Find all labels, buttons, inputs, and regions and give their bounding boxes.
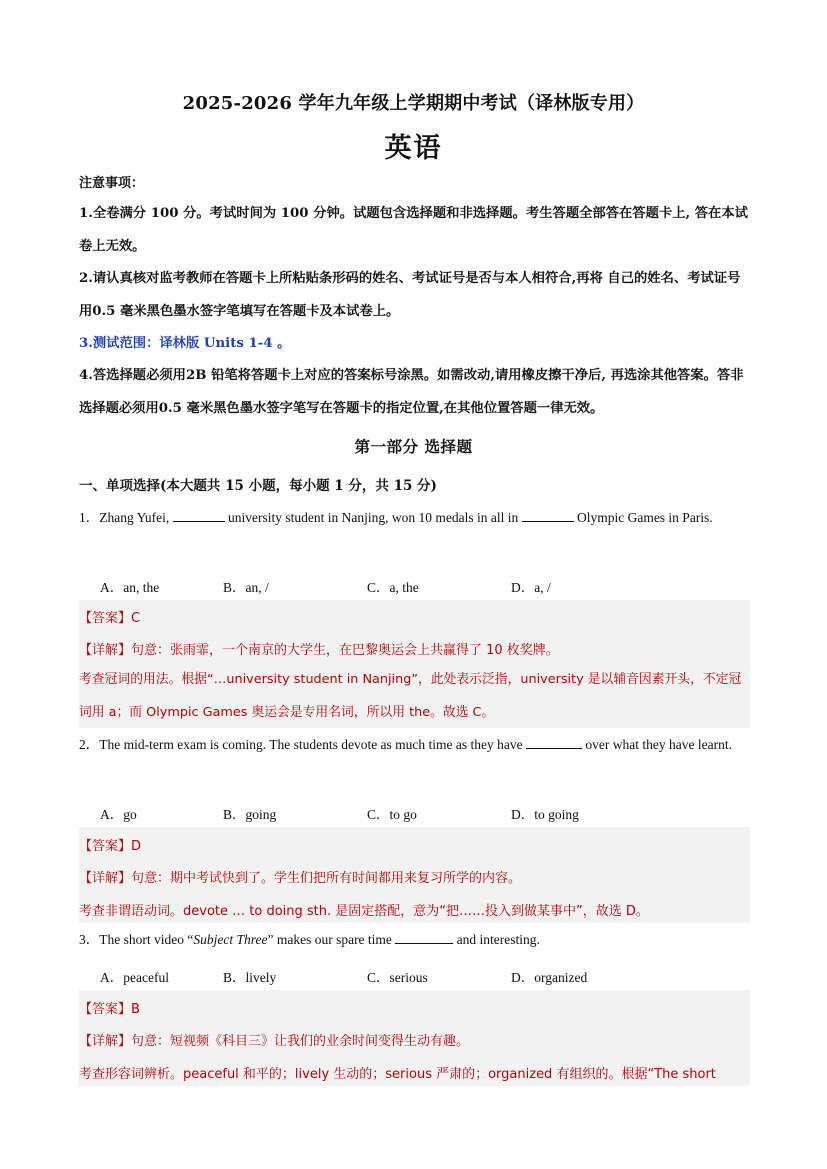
question-1-stem-c: Olympic Games in Paris. — [573, 510, 713, 525]
notice-item-4: 4.答选择题必须用2B 铅笔将答题卡上对应的答案标号涂黑。如需改动,请用橡皮擦干净后, 再选涂其他答案。答非选择题必须用0.5 毫米黑色墨水签字笔写在答题卡的指定位置,在其他位置答题一律无效。 — [79, 368, 744, 416]
question-3-answer: 【答案】B — [79, 1002, 140, 1017]
question-1-stem — [79, 502, 749, 535]
question-3-stem-b: ” makes our spare time — [267, 932, 396, 947]
question-1-answer: 【答案】C — [79, 611, 141, 626]
question-1-stem-a: 1．Zhang Yufei, — [79, 510, 173, 525]
option-a: A．an, the — [100, 580, 160, 595]
option-d: D．organized — [511, 970, 588, 985]
notice-item-2: 2.请认真核对监考教师在答题卡上所粘贴条形码的姓名、考试证号是否与本人相符合,再将 自己的姓名、考试证号用0.5 毫米黑色墨水签字笔填写在答题卡及本试卷上。 — [79, 271, 741, 319]
answer-blank — [395, 931, 453, 944]
question-2-answer: 【答案】D — [79, 839, 142, 854]
option-b: B．an, / — [223, 580, 269, 595]
option-c: C．to go — [367, 807, 417, 822]
answer-blank — [173, 509, 225, 522]
question-3-explain-1: 【详解】句意：短视频《科目三》让我们的业余时间变得生动有趣。 — [79, 1034, 470, 1049]
notice-heading: 注意事项： — [79, 176, 145, 191]
question-1-explain-2: 考查冠词的用法。根据“…university student in Nanjing”，此处表示泛指，university 是以辅音因素开头，不定冠词用 a；而 Olympic Games 奥运会是专用名词，所以用 the。故选 C。 — [79, 672, 742, 720]
option-c: C．serious — [367, 970, 428, 985]
notice-item-3: 3.测试范围：译林版 Units 1-4 。 — [79, 336, 291, 351]
option-b: B．lively — [223, 970, 277, 985]
exam-title: 2025-2026 学年九年级上学期期中考试（译林版专用） — [182, 93, 645, 114]
answer-blank — [526, 736, 582, 749]
question-2-stem-a: 2．The mid-term exam is coming. The students devote as much time as they have — [79, 737, 527, 752]
question-3-stem-a: 3．The short video “ — [79, 932, 194, 947]
question-2-stem-c: over what they have learnt. — [582, 737, 732, 752]
option-b: B．going — [223, 807, 277, 822]
video-title: Subject Three — [193, 932, 268, 947]
option-a: A．go — [100, 807, 137, 822]
question-2-stem — [79, 729, 749, 762]
question-2-explain-2: 考查非谓语动词。devote … to doing sth. 是固定搭配，意为“把……投入到做某事中”，故选 D。 — [79, 904, 649, 919]
question-1-explain-1: 【详解】句意：张雨霏，一个南京的大学生，在巴黎奥运会上共赢得了 10 枚奖牌。 — [79, 643, 559, 658]
section-title: 一、单项选择(本大题共 15 小题，每小题 1 分，共 15 分) — [79, 478, 437, 494]
notice-item-1: 1.全卷满分 100 分。考试时间为 100 分钟。试题包含选择题和非选择题。考生答题全部答在答题卡上, 答在本试卷上无效。 — [79, 206, 748, 254]
question-3-stem — [79, 924, 749, 957]
option-d: D．to going — [511, 807, 579, 822]
part-title: 第一部分 选择题 — [354, 437, 473, 456]
answer-blank — [522, 509, 574, 522]
option-a: A．peaceful — [100, 970, 169, 985]
option-c: C．a, the — [367, 580, 419, 595]
question-1-stem-b: university student in Nanjing, won 10 medals in all in — [224, 510, 522, 525]
question-3-stem-c: and interesting. — [453, 932, 540, 947]
option-d: D．a, / — [511, 580, 551, 595]
question-2-explain-1: 【详解】句意：期中考试快到了。学生们把所有时间都用来复习所学的内容。 — [79, 871, 522, 886]
question-3-explain-2: 考查形容词辨析。peaceful 和平的；lively 生动的；serious 严肃的；organized 有组织的。根据“The short — [79, 1067, 716, 1082]
subject-title: 英语 — [384, 133, 443, 164]
